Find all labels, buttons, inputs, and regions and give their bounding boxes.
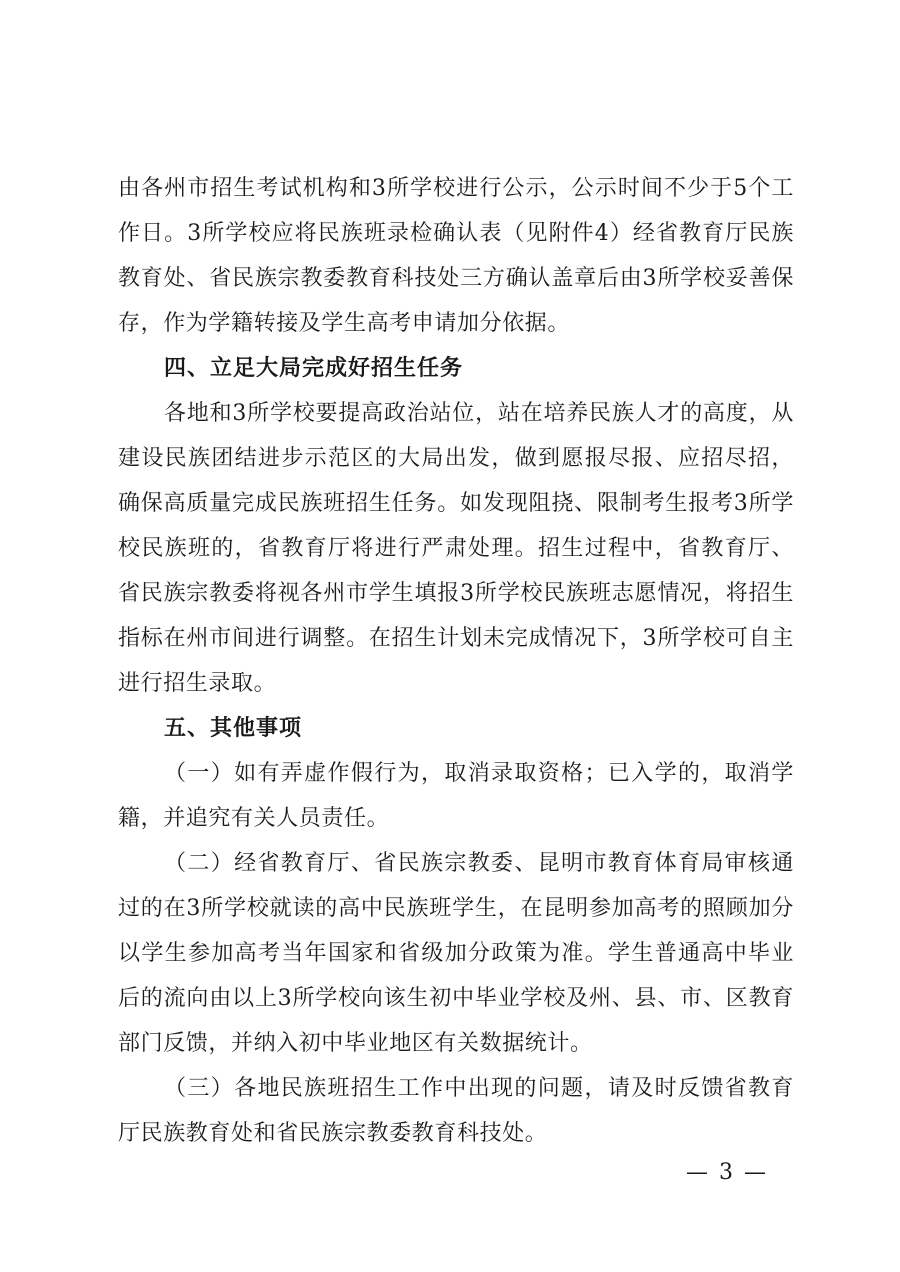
paragraph-recruitment-task: 各地和3所学校要提高政治站位，站在培养民族人才的高度，从建设民族团结进步示范区的大局出发，做到愿报尽报、应招尽招，确保高质量完成民族班招生任务。如发现阻挠、限制考生报考3所学校民族班的，省教育厅将进行严肃处理。招生过程中，省教育厅、省民族宗教委将视各州市学生填报3所学校民族班志愿情况，将招生指标在州市间进行调整。在招生计划未完成情况下，3所学校可自主进行招生录取。 [118,401,794,696]
document-body [118,166,794,1156]
section-heading-four: 四、立足大局完成好招生任务 [164,356,464,381]
page-number: — 3 — [686,1160,768,1185]
section-heading-five: 五、其他事项 [164,716,303,741]
paragraph-item-three: （三）各地民族班招生工作中出现的问题，请及时反馈省教育厅民族教育处和省民族宗教委教育科技处。 [118,1076,794,1146]
paragraph-item-two: （二）经省教育厅、省民族宗教委、昆明市教育体育局审核通过的在3所学校就读的高中民族班学生，在昆明参加高考的照顾加分以学生参加高考当年国家和省级加分政策为准。学生普通高中毕业后的流向由以上3所学校向该生初中毕业学校及州、县、市、区教育部门反馈，并纳入初中毕业地区有关数据统计。 [118,851,794,1056]
paragraph-continuation: 由各州市招生考试机构和3所学校进行公示，公示时间不少于5个工作日。3所学校应将民族班录检确认表（见附件4）经省教育厅民族教育处、省民族宗教委教育科技处三方确认盖章后由3所学校妥善保存，作为学籍转接及学生高考申请加分依据。 [118,176,794,336]
paragraph-item-one: （一）如有弄虚作假行为，取消录取资格；已入学的，取消学籍，并追究有关人员责任。 [118,761,794,831]
